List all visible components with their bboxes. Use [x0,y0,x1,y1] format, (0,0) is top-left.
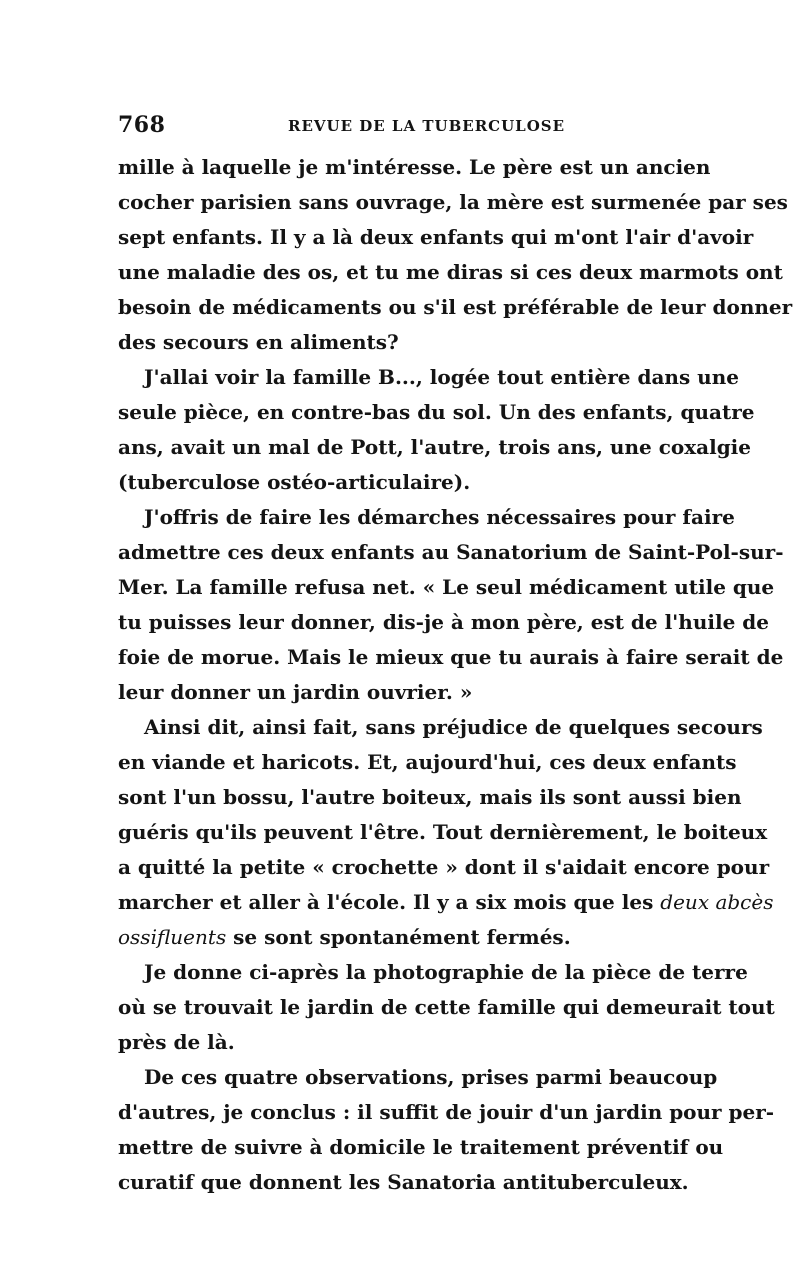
text-line: a quitté la petite « crochette » dont il s'aidait encore pour [118,855,770,879]
body-text [118,150,793,1200]
text-line: besoin de médicaments ou s'il est préférable de leur donner [118,295,793,319]
text-line: foie de morue. Mais le mieux que tu aurais à faire serait de [118,645,784,669]
text-line: où se trouvait le jardin de cette famille qui demeurait tout [118,995,775,1019]
text-line: sont l'un bossu, l'autre boiteux, mais ils sont aussi bien [118,785,742,809]
text-line: mettre de suivre à domicile le traitement préventif ou [118,1135,724,1159]
text-line: seule pièce, en contre-bas du sol. Un des enfants, quatre [118,400,755,424]
text-line: en viande et haricots. Et, aujourd'hui, ces deux enfants [118,750,737,774]
text-line: Mer. La famille refusa net. « Le seul médicament utile que [118,575,775,599]
text-line: guéris qu'ils peuvent l'être. Tout dernièrement, le boiteux [118,820,768,844]
text-line: cocher parisien sans ouvrage, la mère est surmenée par ses [118,190,788,214]
text-line-with-italic [118,920,680,955]
text-line: De ces quatre observations, prises parmi beaucoup [144,1065,718,1089]
text-line: admettre ces deux enfants au Sanatorium de Saint-Pol-sur- [118,540,784,564]
page-header [118,112,680,144]
text-segment: marcher et aller à l'école. Il y a six mois que les [118,890,654,914]
text-line: d'autres, je conclus : il suffit de jouir d'un jardin pour per- [118,1100,775,1124]
text-line: J'offris de faire les démarches nécessaires pour faire [144,505,735,529]
text-line: des secours en aliments? [118,330,399,354]
running-title: REVUE DE LA TUBERCULOSE [288,117,566,135]
text-line: Ainsi dit, ainsi fait, sans préjudice de quelques secours [144,715,763,739]
text-line: près de là. [118,1030,235,1054]
text-line: J'allai voir la famille B..., logée tout entière dans une [144,365,739,389]
text-line: une maladie des os, et tu me diras si ces deux marmots ont [118,260,783,284]
text-line: sept enfants. Il y a là deux enfants qui m'ont l'air d'avoir [118,225,754,249]
text-line-with-italic [118,885,774,920]
text-line: tu puisses leur donner, dis-je à mon père, est de l'huile de [118,610,769,634]
italic-term: ossifluents [118,925,227,949]
text-line: mille à laquelle je m'intéresse. Le père est un ancien [118,155,711,179]
italic-term: deux abcès [660,890,774,914]
text-line: (tuberculose ostéo-articulaire). [118,470,471,494]
text-line: leur donner un jardin ouvrier. » [118,680,473,704]
page-number: 768 [118,112,166,138]
text-line: ans, avait un mal de Pott, l'autre, trois ans, une coxalgie [118,435,752,459]
text-line: curatif que donnent les Sanatoria antituberculeux. [118,1170,689,1194]
text-segment: se sont spontanément fermés. [233,925,571,949]
text-line: Je donne ci-après la photographie de la pièce de terre [144,960,748,984]
